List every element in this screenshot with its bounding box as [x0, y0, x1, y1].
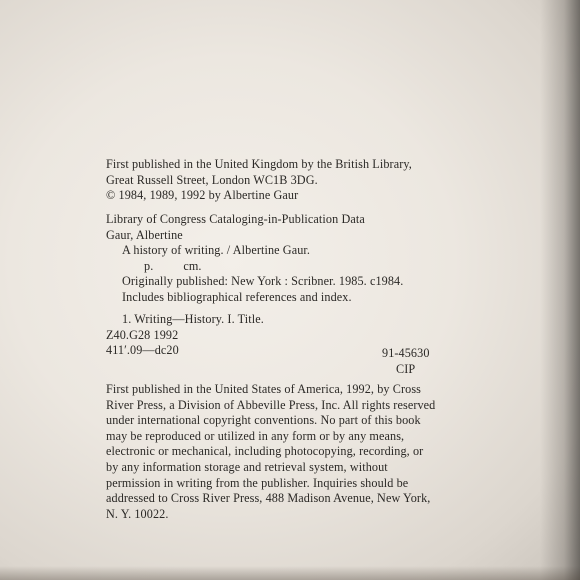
cip-title: A history of writing. / Albertine Gaur. — [122, 243, 311, 258]
imprint-line-2: Great Russell Street, London WC1B 3DG. — [106, 172, 318, 187]
cip-dewey: 411′.09—dc20 — [106, 343, 179, 358]
us-line: by any information storage and retrieval system, without — [106, 459, 388, 474]
us-line: addressed to Cross River Press, 488 Madison Avenue, New York, — [106, 491, 431, 506]
us-line: under international copyright conventions. No part of this book — [106, 413, 421, 428]
us-line: River Press, a Division of Abbeville Press, Inc. All rights reserved — [106, 397, 436, 412]
us-line: First published in the United States of America, 1992, by Cross — [106, 382, 422, 396]
imprint-block — [106, 157, 412, 204]
us-publication-block — [106, 382, 435, 522]
cip-classification-block — [106, 312, 264, 359]
cip-call-number: Z40.G28 1992 — [106, 327, 179, 342]
us-line: may be reproduced or utilized in any form or by any means, — [106, 428, 405, 443]
copyright-line: © 1984, 1989, 1992 by Albertine Gaur — [106, 188, 299, 203]
cip-includes: Includes bibliographical references and index. — [122, 289, 352, 304]
cip-label: CIP — [396, 362, 416, 376]
cip-subjects: 1. Writing—History. I. Title. — [122, 312, 264, 326]
us-line: permission in writing from the publisher. Inquiries should be — [106, 475, 409, 490]
cip-lccn: 91-45630 — [382, 346, 430, 360]
cip-header: Library of Congress Cataloging-in-Publication Data — [106, 212, 365, 226]
us-line: electronic or mechanical, including photocopying, recording, or — [106, 444, 424, 459]
cip-cm: cm. — [183, 258, 202, 273]
imprint-line-1: First published in the United Kingdom by the British Library, — [106, 157, 412, 171]
us-line: N. Y. 10022. — [106, 506, 169, 521]
cip-original: Originally published: New York : Scribner. 1985. c1984. — [122, 274, 404, 289]
cip-block — [106, 212, 403, 306]
cip-p: p. — [144, 258, 154, 273]
page-gutter-shadow — [540, 0, 580, 580]
page-bottom-edge — [0, 566, 580, 580]
cip-author: Gaur, Albertine — [106, 227, 183, 242]
cip-physical — [106, 259, 403, 275]
